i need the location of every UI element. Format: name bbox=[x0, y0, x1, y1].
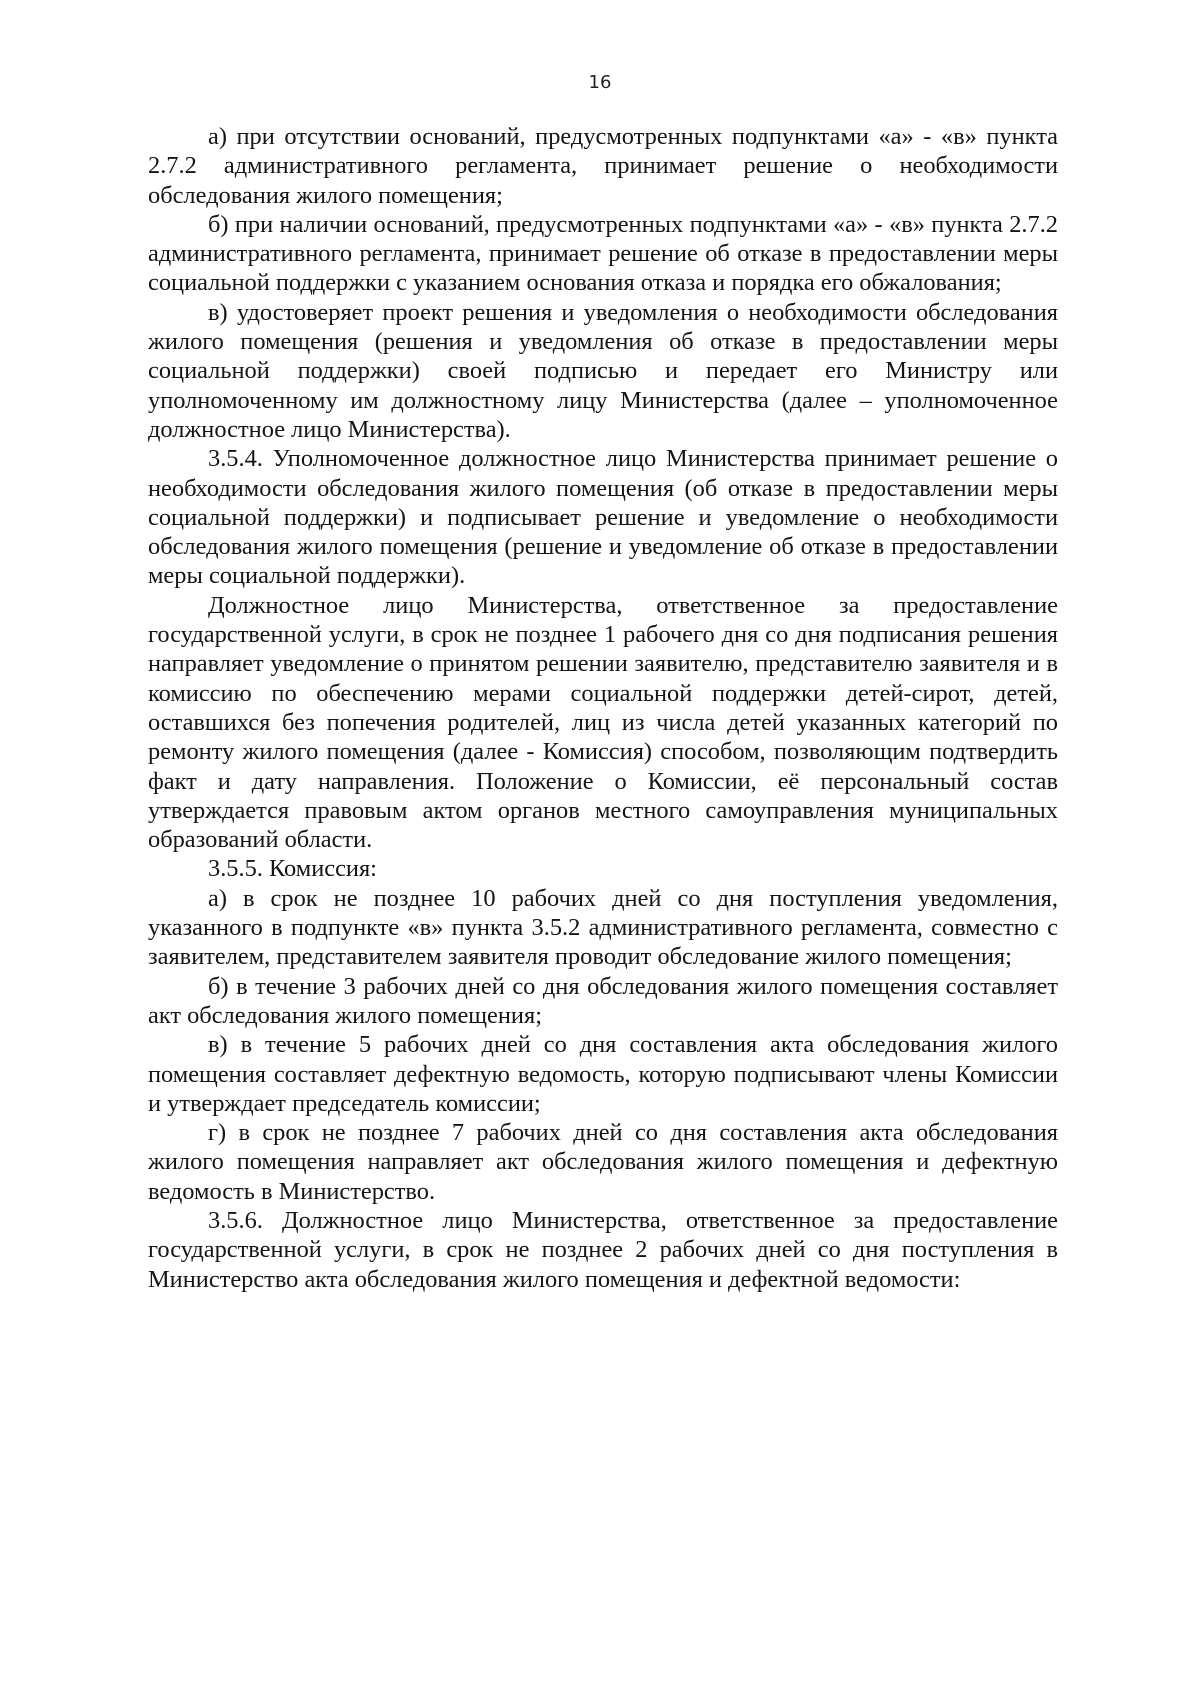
paragraph-commission-v: в) в течение 5 рабочих дней со дня составления акта обследования жилого помещения составляет дефектную ведомость, которую подписывают члены Комиссии и утверждает председатель комиссии; bbox=[148, 1031, 1058, 1117]
paragraph-commission-a: а) в срок не позднее 10 рабочих дней со дня поступления уведомления, указанного в подпункте «в» пункта 3.5.2 административного регламента, совместно с заявителем, представителем заявителя проводит обследование жилого помещения; bbox=[148, 884, 1058, 971]
document-body bbox=[148, 122, 1058, 1294]
paragraph-commission-g: г) в срок не позднее 7 рабочих дней со дня составления акта обследования жилого помещения направляет акт обследования жилого помещения и дефектную ведомость в Министерство. bbox=[148, 1119, 1058, 1205]
paragraph-b-grounds-refusal: б) при наличии оснований, предусмотренных подпунктами «а» - «в» пункта 2.7.2 административного регламента, принимает решение об отказе в предоставлении меры социальной поддержки с указанием основания отказа и порядка его обжалования; bbox=[148, 210, 1058, 297]
paragraph-3-5-4: 3.5.4. Уполномоченное должностное лицо Министерства принимает решение о необходимости обследования жилого помещения (об отказе в предоставлении меры социальной поддержки) и подписывает решение и уведомление о необходимости обследования жилого помещения (решение и уведомление об отказе в предоставлении меры социальной поддержки). bbox=[148, 445, 1058, 590]
paragraph-commission-b: б) в течение 3 рабочих дней со дня обследования жилого помещения составляет акт обследования жилого помещения; bbox=[148, 972, 1058, 1029]
paragraph-official-notification: Должностное лицо Министерства, ответственное за предоставление государственной услуги, в срок не позднее 1 рабочего дня со дня подписания решения направляет уведомление о принятом решении заявителю, представителю заявителя и в комиссию по обеспечению мерами социальной поддержки детей-сирот, детей, оставшихся без попечения родителей, лиц из числа детей указанных категорий по ремонту жилого помещения (далее - Комиссия) способом, позволяющим подтвердить факт и дату направления. Положение о Комиссии, её персональный состав утверждается правовым актом органов местного самоуправления муниципальных образований области. bbox=[148, 591, 1058, 854]
paragraph-3-5-5-heading: 3.5.5. Комиссия: bbox=[208, 855, 377, 883]
page-number: 16 bbox=[588, 72, 612, 93]
paragraph-v-certifies-draft: в) удостоверяет проект решения и уведомления о необходимости обследования жилого помещения (решения и уведомления об отказе в предоставлении меры социальной поддержки) своей подписью и передает его Министру или уполномоченному им должностному лицу Министерства (далее – уполномоченное должностное лицо Министерства). bbox=[148, 298, 1058, 443]
paragraph-3-5-6: 3.5.6. Должностное лицо Министерства, ответственное за предоставление государственной услуги, в срок не позднее 2 рабочих дней со дня поступления в Министерство акта обследования жилого помещения и дефектной ведомости: bbox=[148, 1206, 1058, 1293]
paragraph-a-no-grounds: а) при отсутствии оснований, предусмотренных подпунктами «а» - «в» пункта 2.7.2 административного регламента, принимает решение о необходимости обследования жилого помещения; bbox=[148, 123, 1058, 209]
